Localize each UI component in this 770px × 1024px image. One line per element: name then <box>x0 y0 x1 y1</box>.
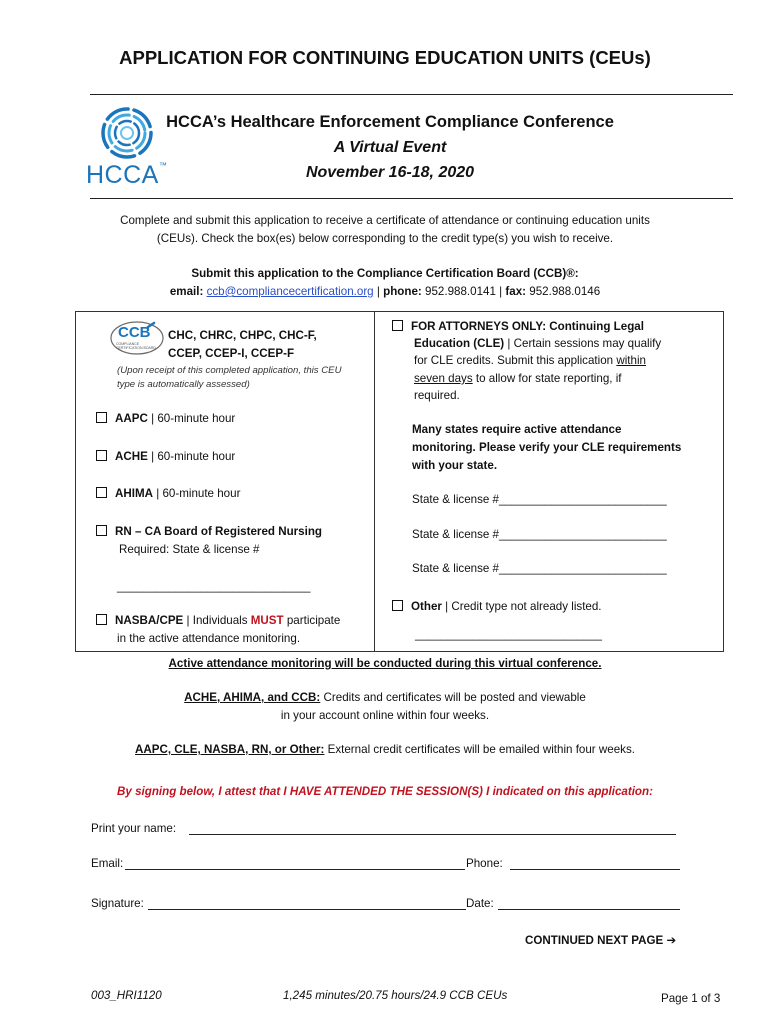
ache-notice-line-1 <box>0 689 770 707</box>
attorney-line-4 <box>414 370 622 388</box>
event-dates: November 16-18, 2020 <box>305 164 475 181</box>
phone-input[interactable] <box>510 869 680 870</box>
nasba-checkbox[interactable] <box>96 614 107 625</box>
signature-label: Signature: <box>91 897 144 910</box>
state-license-field-3[interactable]: State & license #__________________________ <box>412 562 667 575</box>
phone-field-label: Phone: <box>466 857 503 870</box>
attorney-within: within <box>616 354 646 367</box>
ccb-certs-line-1: CHC, CHRC, CHPC, CHC-F, <box>168 329 317 342</box>
rn-checkbox[interactable] <box>96 525 107 536</box>
attorney-line-2 <box>414 335 661 353</box>
date-input[interactable] <box>498 909 680 910</box>
other-label: Other <box>411 600 442 613</box>
ache-notice-label: ACHE, AHIMA, and CCB: <box>184 691 321 704</box>
email-input[interactable] <box>125 869 465 870</box>
rn-label: RN – CA Board of Registered Nursing <box>115 525 322 538</box>
attorney-detail-1: | Certain sessions may qualify <box>504 337 662 350</box>
other-option[interactable] <box>392 598 602 616</box>
name-input[interactable] <box>189 834 676 835</box>
intro-line-2: (CEUs). Check the box(es) below corresponding to the credit type(s) you wish to receive. <box>156 232 614 245</box>
nasba-must: MUST <box>250 614 284 627</box>
fax-label: fax: <box>505 285 527 298</box>
ache-notice-line-2: in your account online within four weeks. <box>280 709 490 722</box>
ahima-checkbox[interactable] <box>96 487 107 498</box>
attorney-line-5: required. <box>414 389 460 402</box>
aapc-notice-label: AAPC, CLE, NASBA, RN, or Other: <box>135 743 325 756</box>
ache-option[interactable] <box>96 448 235 466</box>
email-field-label: Email: <box>91 857 124 870</box>
other-field[interactable]: _____________________________ <box>415 628 602 641</box>
arrow-right-icon: ➔ <box>666 934 677 947</box>
aapc-label: AAPC <box>115 412 148 425</box>
aapc-notice <box>0 741 770 759</box>
nasba-detail-2: participate <box>283 614 341 627</box>
nasba-detail: | Individuals <box>183 614 251 627</box>
other-checkbox[interactable] <box>392 600 403 611</box>
hcca-logo-text: HCCA <box>86 161 159 189</box>
ache-label: ACHE <box>115 450 148 463</box>
ache-detail: | 60-minute hour <box>147 450 236 463</box>
page-number: Page 1 of 3 <box>661 992 721 1005</box>
aapc-option[interactable] <box>96 410 235 428</box>
submit-heading: Submit this application to the Compliance Certification Board (CCB)®: <box>191 267 579 280</box>
event-type: A Virtual Event <box>333 139 447 156</box>
monitor-line-3: with your state. <box>412 459 498 472</box>
form-code: 003_HRI1120 <box>91 989 162 1002</box>
contact-line <box>0 283 770 301</box>
attorney-detail-2: for CLE credits. Submit this application <box>414 354 617 367</box>
date-label: Date: <box>466 897 494 910</box>
ahima-option[interactable] <box>96 485 240 503</box>
aapc-detail: | 60-minute hour <box>147 412 236 425</box>
phone-label: phone: <box>383 285 422 298</box>
nasba-option[interactable] <box>96 612 340 630</box>
rn-required: Required: State & license # <box>119 543 260 556</box>
column-divider <box>374 311 375 652</box>
header-divider-top <box>90 94 733 95</box>
attorney-seven-days: seven days <box>414 372 473 385</box>
monitor-line-1: Many states require active attendance <box>412 423 622 436</box>
attorney-title-line-1: FOR ATTORNEYS ONLY: Continuing Legal <box>411 320 644 333</box>
ache-checkbox[interactable] <box>96 450 107 461</box>
ccb-email-link[interactable]: ccb@compliancecertification.org <box>206 285 374 298</box>
name-label: Print your name: <box>91 822 177 835</box>
continued-label: CONTINUED NEXT PAGE <box>525 934 664 947</box>
signature-input[interactable] <box>148 909 466 910</box>
separator: | <box>499 285 503 298</box>
rn-option[interactable] <box>96 523 322 541</box>
ccb-note-line-2: type is automatically assessed) <box>117 379 250 390</box>
monitor-line-2: monitoring. Please verify your CLE requirements <box>412 441 682 454</box>
hcca-logo-tm: ™ <box>158 161 168 170</box>
page-title: APPLICATION FOR CONTINUING EDUCATION UNITS (CEUs) <box>119 47 651 68</box>
ache-notice-text: Credits and certificates will be posted and viewable <box>320 691 586 704</box>
phone-number: 952.988.0141 <box>425 285 496 298</box>
fax-number: 952.988.0146 <box>529 285 601 298</box>
state-license-field-1[interactable]: State & license #__________________________ <box>412 493 667 506</box>
email-label: email: <box>169 285 204 298</box>
ahima-detail: | 60-minute hour <box>153 487 241 500</box>
separator: | <box>376 285 380 298</box>
attorney-title-line-2: Education (CLE) <box>414 337 505 350</box>
intro-line-1: Complete and submit this application to receive a certificate of attendance or continuing education units <box>120 214 650 227</box>
attorney-detail-3: to allow for state reporting, if <box>472 372 622 385</box>
rn-license-field[interactable]: ______________________________ <box>117 580 311 593</box>
attestation: By signing below, I attest that I HAVE ATTENDED THE SESSION(S) I indicated on this application: <box>117 785 653 798</box>
aapc-notice-text: External credit certificates will be emailed within four weeks. <box>324 743 635 756</box>
continued-next-page <box>525 932 676 950</box>
attorney-option[interactable] <box>392 318 644 336</box>
aapc-checkbox[interactable] <box>96 412 107 423</box>
ccb-note-line-1: (Upon receipt of this completed application, this CEU <box>117 365 342 376</box>
ccb-certs-line-2: CCEP, CCEP-I, CCEP-F <box>168 347 295 360</box>
attorney-checkbox[interactable] <box>392 320 403 331</box>
nasba-label: NASBA/CPE <box>115 614 184 627</box>
ccb-logo <box>110 321 164 355</box>
ccb-logo-subtext: COMPLIANCE CERTIFICATION BOARD <box>116 342 156 350</box>
state-license-field-2[interactable]: State & license #__________________________ <box>412 528 667 541</box>
ahima-label: AHIMA <box>115 487 153 500</box>
conference-name: HCCA’s Healthcare Enforcement Compliance Conference <box>166 113 614 131</box>
credit-summary: 1,245 minutes/20.75 hours/24.9 CCB CEUs <box>283 989 508 1002</box>
active-monitoring-notice: Active attendance monitoring will be conducted during this virtual conference. <box>168 657 602 670</box>
other-detail: | Credit type not already listed. <box>441 600 602 613</box>
nasba-detail-line-2: in the active attendance monitoring. <box>117 632 301 645</box>
attorney-line-3 <box>414 352 646 370</box>
header-divider-bottom <box>90 198 733 199</box>
ccb-logo-text: CCB <box>118 324 151 341</box>
